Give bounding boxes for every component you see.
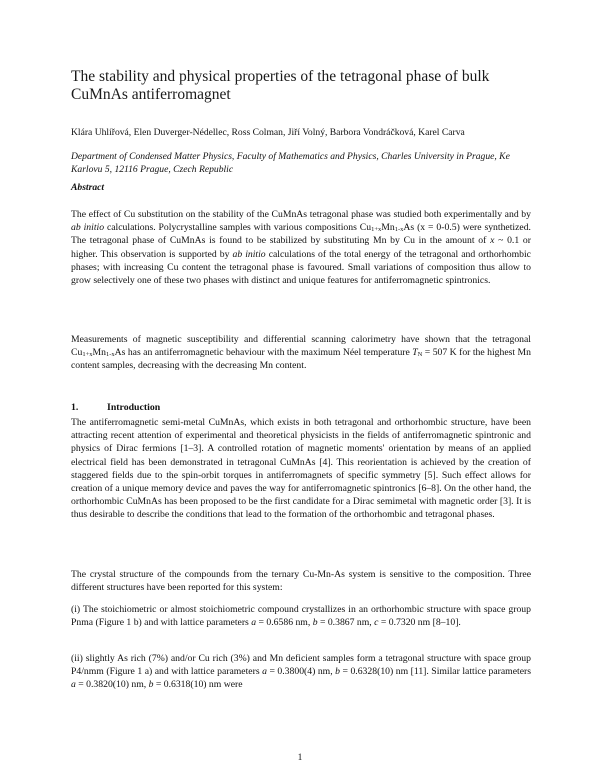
abstract-paragraph-2: Measurements of magnetic susceptibility and differential scanning calorimetry have shown that the tetragonal $Cu_{1+x}Mn_{1-x}As$ has an antiferromagnetic behaviour with the maximum Néel temperature $T_N = 507$ K for the highest Mn content samples, decreasing with the decreasing Mn content.	[71, 334, 531, 372]
section-heading-introduction	[71, 402, 160, 413]
intro-paragraph-2: The crystal structure of the compounds from the ternary Cu-Mn-As system is sensitive to the composition. Three different structures have been reported for this system:	[71, 569, 531, 594]
affiliation: Department of Condensed Matter Physics, Faculty of Mathematics and Physics, Charles University in Prague, Ke Karlovu 5, 12116 Prague, Czech Republic	[71, 151, 510, 175]
abstract-heading: Abstract	[71, 182, 105, 193]
intro-paragraph-3: (i) The stoichiometric or almost stoichiometric compound crystallizes in an orthorhombic structure with space group Pnma (Figure 1 b) and with lattice parameters a = 0.6586 nm, b = 0.3867 nm, c = 0.7320 nm [8–10].	[71, 604, 531, 629]
author-list: Klára Uhlířová, Elen Duverger-Nédellec, Ross Colman, Jiří Volný, Barbora Vondráčková, Karel Carva	[71, 127, 465, 138]
paper-title: The stability and physical properties of the tetragonal phase of bulk CuMnAs antiferromagnet	[71, 68, 490, 103]
abstract-paragraph-1: The effect of Cu substitution on the stability of the CuMnAs tetragonal phase was studied both experimentally and by ab initio calculations. Polycrystalline samples with various compositions $Cu_{1+x}Mn_{1-x}As$ (x = 0-0.5) were synthetized. The tetragonal phase of CuMnAs is found to be stabilized by substituting Mn by Cu in the amount of x ~ 0.1 or higher. This observation is supported by ab initio calculations of the total energy of the tetragonal and orthorhombic phases; with increasing Cu content the tetragonal phase is favoured. Small variations of composition thus allow to grow selectively one of these two phases with distinct and unique features for antiferromagnetic spintronics.	[71, 209, 531, 287]
page-number: 1	[297, 753, 303, 763]
section-title: Introduction	[107, 402, 161, 413]
intro-paragraph-4: (ii) slightly As rich (7%) and/or Cu rich (3%) and Mn deficient samples form a tetragonal structure with space group P4/nmm (Figure 1 a) and with lattice parameters a = 0.3800(4) nm, b = 0.6328(10) nm [11]. Similar lattice parameters a = 0.3820(10) nm, b = 0.6318(10) nm were	[71, 653, 531, 691]
intro-paragraph-1: The antiferromagnetic semi-metal CuMnAs, which exists in both tetragonal and orthorhombic structure, have been attracting recent attention of experimental and theoretical physicists in the fields of antiferromagnetic spintronic and physics of Dirac fermions [1–3]. A controlled rotation of magnetic moments' orientation by means of an applied electrical field has been demonstrated in tetragonal CuMnAs [4]. This reorientation is achieved by the creation of staggered fields due to the spin-orbit torques in antiferromagnets of specific symmetry [5]. Such effect allows for creation of a unique memory device and paves the way for antiferromagnetic spintronics [6–8]. On the other hand, the orthorhombic CuMnAs has been proposed to be the first candidate for a Dirac semimetal with magnetic order [3]. It is thus desirable to describe the conditions that lead to the formation of the orthorhombic and tetragonal phases.	[71, 417, 531, 521]
section-number: 1.	[71, 402, 79, 413]
